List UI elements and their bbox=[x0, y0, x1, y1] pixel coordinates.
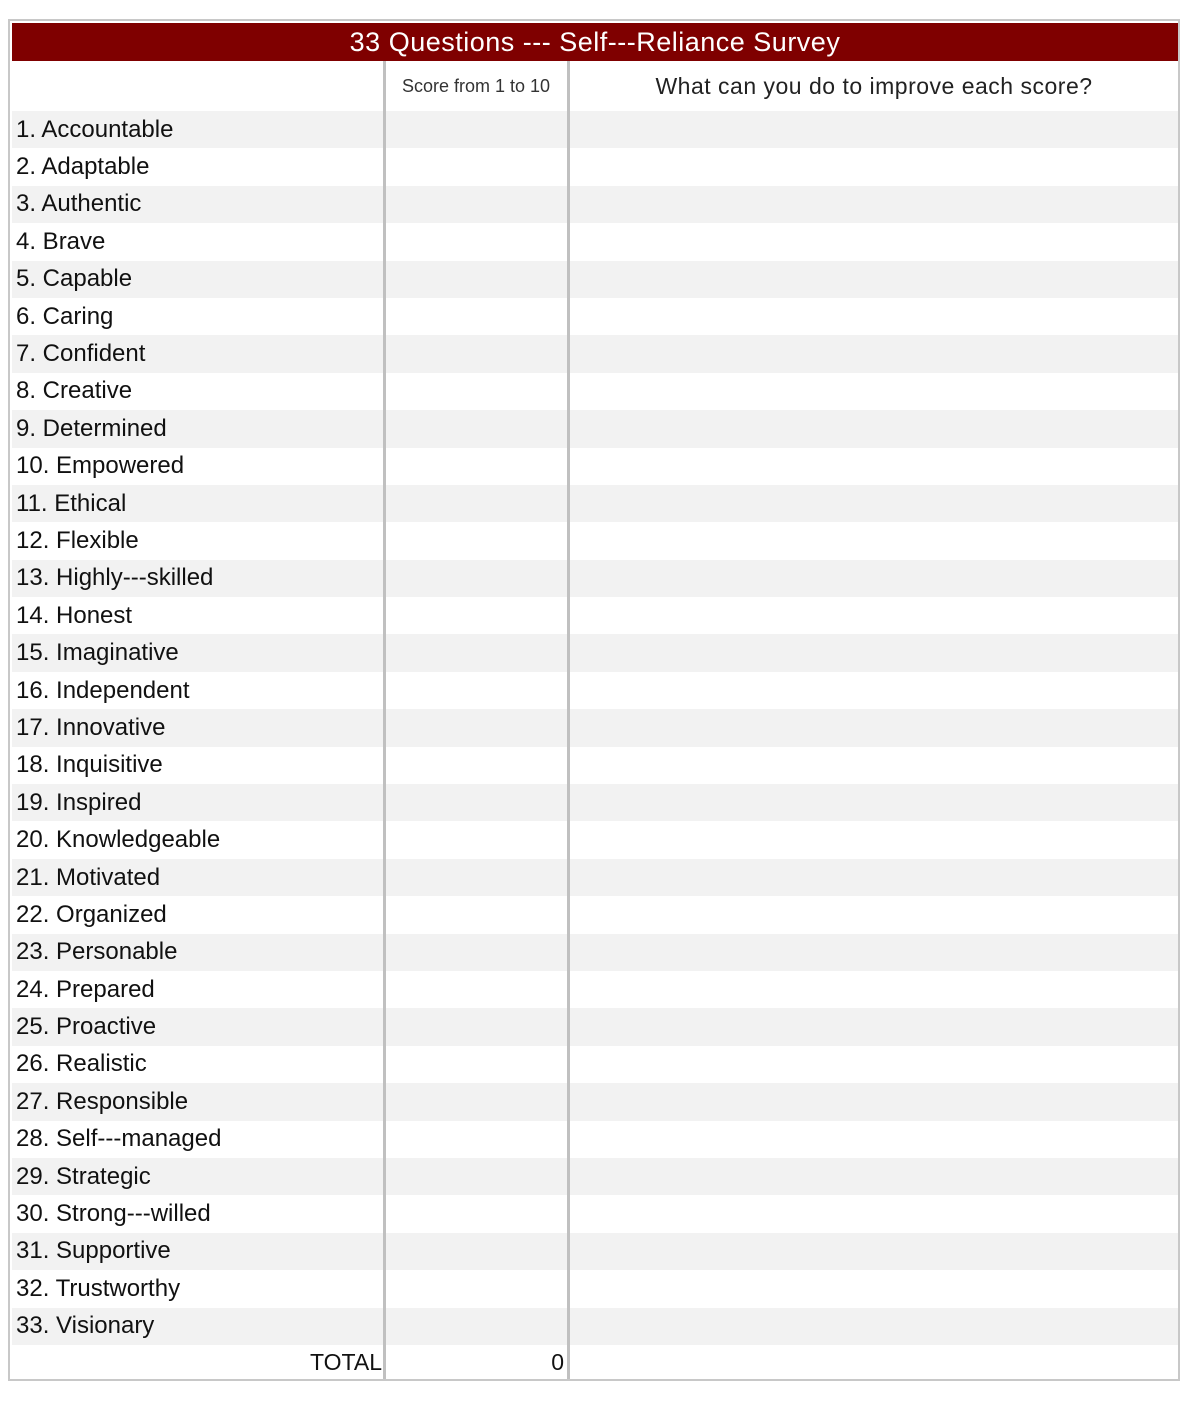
score-cell[interactable] bbox=[384, 1158, 568, 1195]
survey-row bbox=[12, 859, 1178, 896]
improvement-cell[interactable] bbox=[570, 821, 1178, 858]
survey-row bbox=[12, 934, 1178, 971]
improvement-cell[interactable] bbox=[570, 1195, 1178, 1232]
survey-row bbox=[12, 1008, 1178, 1045]
score-cell[interactable] bbox=[384, 335, 568, 372]
survey-row bbox=[12, 597, 1178, 634]
improvement-cell[interactable] bbox=[570, 560, 1178, 597]
question-label: 1. Accountable bbox=[16, 115, 174, 143]
score-cell[interactable] bbox=[384, 410, 568, 447]
question-label: 21. Motivated bbox=[16, 863, 161, 891]
question-label: 9. Determined bbox=[16, 414, 167, 442]
question-label: 17. Innovative bbox=[16, 713, 166, 741]
improvement-cell[interactable] bbox=[570, 1270, 1178, 1307]
question-label: 11. Ethical bbox=[16, 489, 127, 517]
improve-column-header: What can you do to improve each score? bbox=[655, 72, 1093, 99]
total-row bbox=[12, 1345, 1178, 1379]
survey-row bbox=[12, 821, 1178, 858]
score-cell[interactable] bbox=[384, 672, 568, 709]
score-cell[interactable] bbox=[384, 934, 568, 971]
question-label: 24. Prepared bbox=[16, 975, 155, 1003]
improvement-cell[interactable] bbox=[570, 1121, 1178, 1158]
score-cell[interactable] bbox=[384, 821, 568, 858]
improvement-cell[interactable] bbox=[570, 747, 1178, 784]
question-label: 29. Strategic bbox=[16, 1162, 151, 1190]
survey-row bbox=[12, 261, 1178, 298]
survey-row bbox=[12, 1233, 1178, 1270]
score-cell[interactable] bbox=[384, 1083, 568, 1120]
improvement-cell[interactable] bbox=[570, 448, 1178, 485]
question-label: 8. Creative bbox=[16, 377, 133, 405]
score-cell[interactable] bbox=[384, 747, 568, 784]
question-label: 4. Brave bbox=[16, 227, 106, 255]
survey-row bbox=[12, 709, 1178, 746]
survey-row bbox=[12, 148, 1178, 185]
score-cell[interactable] bbox=[384, 560, 568, 597]
survey-row bbox=[12, 1270, 1178, 1307]
survey-rows bbox=[12, 111, 1178, 1345]
score-cell[interactable] bbox=[384, 1121, 568, 1158]
score-cell[interactable] bbox=[384, 1270, 568, 1307]
score-cell[interactable] bbox=[384, 522, 568, 559]
header-row bbox=[12, 61, 1178, 111]
survey-row bbox=[12, 971, 1178, 1008]
improvement-cell[interactable] bbox=[570, 298, 1178, 335]
improvement-cell[interactable] bbox=[570, 373, 1178, 410]
question-label: 27. Responsible bbox=[16, 1087, 189, 1115]
survey-row bbox=[12, 1195, 1178, 1232]
question-label: 6. Caring bbox=[16, 302, 114, 330]
total-value: 0 bbox=[551, 1348, 564, 1375]
question-label: 5. Capable bbox=[16, 265, 133, 293]
survey-row bbox=[12, 634, 1178, 671]
question-label: 23. Personable bbox=[16, 938, 178, 966]
question-label: 26. Realistic bbox=[16, 1050, 147, 1078]
question-label: 3. Authentic bbox=[16, 190, 142, 218]
score-column-header: Score from 1 to 10 bbox=[401, 75, 551, 96]
score-cell[interactable] bbox=[384, 261, 568, 298]
score-cell[interactable] bbox=[384, 148, 568, 185]
survey-row bbox=[12, 560, 1178, 597]
question-label: 15. Imaginative bbox=[16, 639, 179, 667]
survey-sheet bbox=[8, 19, 1180, 1381]
question-label: 25. Proactive bbox=[16, 1013, 157, 1041]
score-cell[interactable] bbox=[384, 1008, 568, 1045]
question-label: 28. Self---managed bbox=[16, 1125, 222, 1153]
score-cell[interactable] bbox=[384, 1233, 568, 1270]
survey-row bbox=[12, 896, 1178, 933]
score-cell[interactable] bbox=[384, 373, 568, 410]
survey-row bbox=[12, 1121, 1178, 1158]
question-label: 30. Strong---willed bbox=[16, 1200, 211, 1228]
score-cell[interactable] bbox=[384, 485, 568, 522]
question-label: 16. Independent bbox=[16, 676, 190, 704]
improvement-cell[interactable] bbox=[570, 1046, 1178, 1083]
score-cell[interactable] bbox=[384, 709, 568, 746]
improvement-cell[interactable] bbox=[570, 410, 1178, 447]
improvement-cell[interactable] bbox=[570, 672, 1178, 709]
survey-row bbox=[12, 410, 1178, 447]
improvement-cell[interactable] bbox=[570, 859, 1178, 896]
survey-row bbox=[12, 672, 1178, 709]
question-label: 2. Adaptable bbox=[16, 153, 150, 181]
question-label: 20. Knowledgeable bbox=[16, 826, 221, 854]
survey-row bbox=[12, 373, 1178, 410]
score-cell[interactable] bbox=[384, 896, 568, 933]
improvement-cell[interactable] bbox=[570, 709, 1178, 746]
score-cell[interactable] bbox=[384, 597, 568, 634]
question-label: 13. Highly---skilled bbox=[16, 564, 214, 592]
improvement-cell[interactable] bbox=[570, 1008, 1178, 1045]
survey-row bbox=[12, 747, 1178, 784]
score-cell[interactable] bbox=[384, 1195, 568, 1232]
score-cell[interactable] bbox=[384, 298, 568, 335]
improvement-cell[interactable] bbox=[570, 186, 1178, 223]
improvement-cell[interactable] bbox=[570, 934, 1178, 971]
improvement-cell[interactable] bbox=[570, 634, 1178, 671]
improvement-cell[interactable] bbox=[570, 597, 1178, 634]
improvement-cell[interactable] bbox=[570, 1083, 1178, 1120]
survey-row bbox=[12, 223, 1178, 260]
improvement-cell[interactable] bbox=[570, 111, 1178, 148]
improvement-cell[interactable] bbox=[570, 1158, 1178, 1195]
score-cell[interactable] bbox=[384, 784, 568, 821]
improvement-cell[interactable] bbox=[570, 148, 1178, 185]
score-cell[interactable] bbox=[384, 448, 568, 485]
survey-row bbox=[12, 298, 1178, 335]
question-label: 31. Supportive bbox=[16, 1237, 171, 1265]
survey-row bbox=[12, 1158, 1178, 1195]
improvement-cell[interactable] bbox=[570, 261, 1178, 298]
improvement-cell[interactable] bbox=[570, 896, 1178, 933]
score-cell[interactable] bbox=[384, 634, 568, 671]
improvement-cell[interactable] bbox=[570, 1233, 1178, 1270]
survey-title: 33 Questions --- Self---Reliance Survey bbox=[12, 23, 1178, 61]
question-label: 33. Visionary bbox=[16, 1312, 155, 1340]
score-cell[interactable] bbox=[384, 971, 568, 1008]
column-divider-score bbox=[383, 61, 386, 1379]
column-divider-improve bbox=[567, 61, 570, 1379]
improvement-cell[interactable] bbox=[570, 485, 1178, 522]
survey-row bbox=[12, 335, 1178, 372]
score-cell[interactable] bbox=[384, 859, 568, 896]
question-label: 32. Trustworthy bbox=[16, 1274, 181, 1302]
improvement-cell[interactable] bbox=[570, 522, 1178, 559]
question-label: 10. Empowered bbox=[16, 452, 185, 480]
improvement-cell[interactable] bbox=[570, 335, 1178, 372]
survey-row bbox=[12, 1083, 1178, 1120]
survey-row bbox=[12, 1308, 1178, 1345]
score-cell[interactable] bbox=[384, 186, 568, 223]
survey-row bbox=[12, 186, 1178, 223]
question-label: 18. Inquisitive bbox=[16, 751, 163, 779]
score-cell[interactable] bbox=[384, 1308, 568, 1345]
improvement-cell[interactable] bbox=[570, 1308, 1178, 1345]
survey-row bbox=[12, 448, 1178, 485]
survey-row bbox=[12, 485, 1178, 522]
question-label: 14. Honest bbox=[16, 601, 133, 629]
score-cell[interactable] bbox=[384, 111, 568, 148]
survey-row bbox=[12, 784, 1178, 821]
survey-row bbox=[12, 522, 1178, 559]
question-label: 19. Inspired bbox=[16, 788, 142, 816]
improvement-cell[interactable] bbox=[570, 223, 1178, 260]
improvement-cell[interactable] bbox=[570, 784, 1178, 821]
improvement-cell[interactable] bbox=[570, 971, 1178, 1008]
question-label: 12. Flexible bbox=[16, 526, 139, 554]
survey-row bbox=[12, 111, 1178, 148]
score-cell[interactable] bbox=[384, 1046, 568, 1083]
question-label: 22. Organized bbox=[16, 900, 167, 928]
survey-row bbox=[12, 1046, 1178, 1083]
score-cell[interactable] bbox=[384, 223, 568, 260]
question-label: 7. Confident bbox=[16, 340, 146, 368]
total-label: TOTAL bbox=[310, 1348, 382, 1375]
